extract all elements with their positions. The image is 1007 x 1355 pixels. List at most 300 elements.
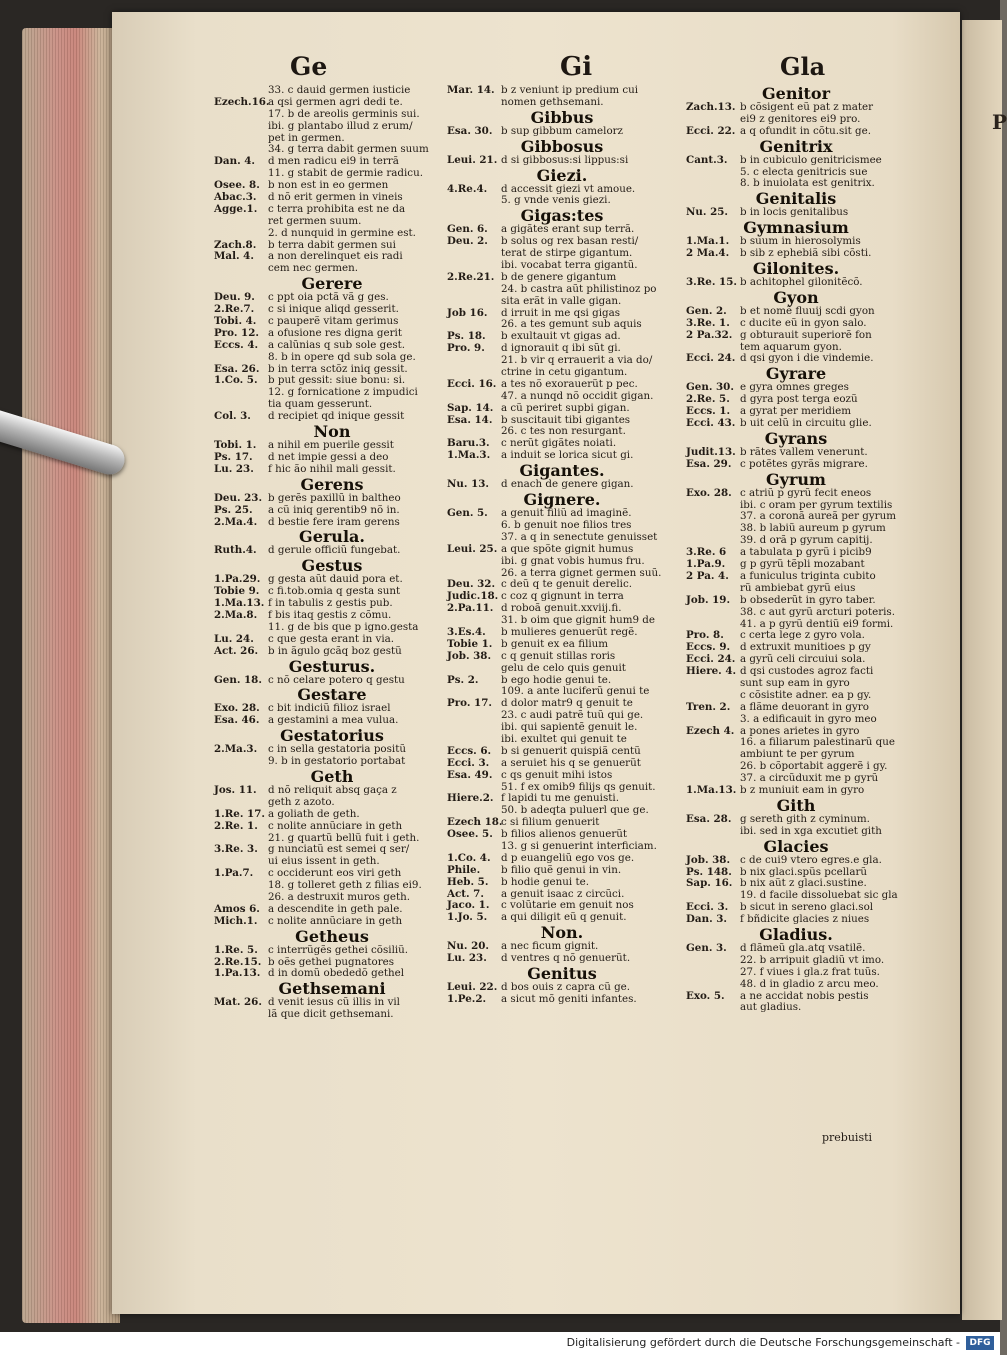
scripture-reference: Deu. 32. (447, 578, 496, 591)
entry-text: a gigãtes erant sup terrã. (501, 223, 635, 236)
scripture-reference: 2.Ma.3. (214, 743, 258, 756)
entry-text: 8. b inuiolata est genitrix. (740, 177, 875, 190)
entry-text: d roboã genuit.xxviij.fi. (501, 602, 622, 615)
headword: Gymnasium (743, 218, 849, 238)
entry-text: g nunciatũ est semei q ser/ (268, 843, 410, 856)
headword: Gestatorius (280, 726, 384, 746)
concordance-entry (686, 1002, 906, 1014)
entry-text: b hodie genui te. (501, 875, 589, 888)
scripture-reference: 2.Re. 5. (686, 393, 730, 406)
footer-bar (0, 1332, 1000, 1355)
entry-text: d flãmeũ gla.atq vsatilẽ. (740, 941, 866, 954)
headword: Non. (540, 923, 584, 943)
scripture-reference: Lu. 23. (214, 462, 254, 475)
entry-text: b sup gibbum camelorz (501, 124, 623, 137)
headword: Gestare (297, 685, 367, 705)
scripture-reference: Tobi. 1. (214, 439, 257, 452)
entry-text: terat de stirpe gigantum. (501, 247, 633, 260)
entry-text: b obsederũt in gyro taber. (740, 593, 876, 606)
entry-text: ibi. vocabat terra gigantũ. (501, 259, 638, 272)
scripture-reference: Lu. 23. (447, 952, 487, 965)
scripture-reference: Esa. 49. (447, 768, 493, 781)
entry-text: f bis itaq gestis z cõmu. (268, 608, 392, 621)
scripture-reference: Ezech.16. (214, 95, 270, 108)
entry-text: b uit celũ in circuitu glie. (740, 417, 872, 430)
entry-text: a goliath de geth. (268, 807, 360, 820)
entry-text: a descendite in geth pale. (268, 902, 403, 915)
entry-text: c in sella gestatoria positũ (268, 743, 406, 756)
entry-text: b put gessit: siue bonu: si. (268, 374, 406, 387)
entry-text: 26. a terra gignet germen suũ. (501, 566, 662, 579)
concordance-column-3 (686, 85, 906, 1014)
scripture-reference: Jos. 11. (214, 783, 257, 796)
scripture-reference: 1.Ma.3. (447, 449, 491, 462)
scripture-reference: Ecci. 43. (686, 417, 736, 430)
scripture-reference: Esa. 14. (447, 413, 493, 426)
scripture-reference: 2.Ma.4. (214, 515, 258, 528)
scripture-reference: 1.Jo. 5. (447, 911, 488, 924)
entry-text: a sicut mõ geniti infantes. (501, 992, 637, 1005)
headword: Gibbus (530, 107, 594, 127)
running-header-center: Gi (560, 52, 593, 82)
scripture-reference: Deu. 9. (214, 291, 255, 304)
entry-text: b exultauit vt gigas ad. (501, 330, 621, 343)
entry-text: b rãtes vallem venerunt. (740, 445, 868, 458)
entry-text: a nihil em puerile gessit (268, 439, 394, 452)
entry-text: 8. b in opere qd sub sola ge. (268, 350, 416, 363)
entry-text: d extruxit munitioes p gy (740, 641, 871, 654)
entry-text: f in tabulis z gestis pub. (268, 597, 393, 610)
entry-text: b in terra sctõz iniq gessit. (268, 362, 408, 375)
entry-text: d men radicu ei9 in terrã (268, 155, 399, 168)
entry-text: c ppt oia pctã vã g ges. (268, 291, 389, 304)
concordance-entry (214, 1009, 450, 1021)
entry-text: b de genere gigantum (501, 270, 617, 283)
scripture-reference: Phile. (447, 863, 481, 876)
entry-text: a q ofundit in cõtu.sit ge. (740, 124, 871, 137)
entry-text: 41. a p gyrũ dentiũ ei9 formi. (740, 617, 894, 630)
scripture-reference: Lu. 24. (214, 632, 254, 645)
headword: Geth (310, 766, 354, 786)
scripture-reference: 1.Pe.2. (447, 992, 487, 1005)
scripture-reference: Ps. 17. (214, 450, 253, 463)
scripture-reference: Leui. 22. (447, 981, 498, 993)
entry-text: 18. g tolleret geth z filias ei9. (268, 879, 422, 892)
scripture-reference: Esa. 29. (686, 457, 732, 470)
entry-text: 51. f ex omib9 filijs qs genuit. (501, 780, 656, 793)
entry-text: c volũtarie em genuit nos (501, 899, 634, 912)
facing-page-edge (962, 20, 1007, 1320)
scripture-reference: Mich.1. (214, 914, 258, 927)
scripture-reference: Ecci. 24. (686, 653, 736, 666)
entry-text: b nix aũt z glaci.sustine. (740, 877, 867, 890)
entry-text: c occiderunt eos viri geth (268, 867, 402, 880)
entry-text: nomen gethsemani. (501, 95, 604, 108)
entry-text: c si filium genuerit (501, 816, 600, 829)
entry-text: b cõsigent eũ pat z mater (740, 101, 874, 113)
entry-text: 11. g de bis que p igno.gesta (268, 620, 419, 633)
scripture-reference: 3.Re. 6 (686, 546, 727, 559)
entry-text: a non derelinquet eis radi (268, 250, 403, 263)
entry-text: d bos ouis z capra cũ ge. (501, 981, 631, 993)
entry-text: a ofusione res digna gerit (268, 326, 402, 339)
entry-text: 37. a q in senectute genuisset (501, 530, 658, 543)
entry-text: g obturauit superiorẽ fon (740, 328, 872, 341)
headword: Gyrum (766, 469, 826, 489)
scripture-reference: Ezech 18. (447, 816, 503, 829)
entry-text: b non est in eo germen (268, 179, 389, 192)
entry-text: 17. b de areolis germinis sui. (268, 107, 420, 120)
headword: Genitrix (759, 136, 833, 156)
entry-text: b in ãgulo gcãq boz gestũ (268, 644, 402, 657)
entry-text: 13. g si genuerint interficiam. (501, 839, 657, 852)
scripture-reference: 2.Re. 1. (214, 819, 258, 832)
scripture-reference: Mal. 4. (214, 250, 254, 263)
entry-text: rũ ambiebat gyrũ eius (740, 581, 856, 594)
entry-text: 12. g fornicatione z impudici (268, 386, 418, 399)
scripture-reference: Nu. 20. (447, 940, 489, 953)
entry-text: d gyra post terga eozũ (740, 393, 858, 406)
entry-text: 47. a nunqd nõ occidit gigan. (501, 389, 654, 402)
entry-text: 26. c tes non resurgant. (501, 425, 626, 438)
headword: Genitalis (755, 189, 837, 209)
entry-text: a gyrũ celi circuiui sola. (740, 653, 866, 666)
entry-text: c interrũgẽs gethei cõsiliũ. (268, 943, 409, 956)
scripture-reference: Eccs. 6. (447, 744, 492, 757)
headword: Gigantes. (519, 461, 605, 481)
entry-text: b z veniunt ip predium cui (501, 84, 639, 96)
entry-text: 5. g vnde venis giezi. (501, 194, 611, 207)
facing-page-letter: P (992, 110, 1007, 134)
entry-text: c q genuit stillas roris (501, 649, 616, 662)
concordance-entry (214, 916, 450, 928)
headword: Gestus (301, 556, 363, 576)
headword: Glacies (763, 836, 829, 856)
entry-text: 19. d facile dissoluebat sic gla (740, 889, 898, 902)
entry-text: 109. a ante luciferũ genui te (501, 685, 650, 698)
entry-text: d nõ reliquit absq gaça z (268, 783, 397, 796)
scripture-reference: Job. 38. (447, 649, 492, 662)
entry-text: c fi.tob.omia q gesta sunt (268, 585, 401, 598)
scripture-reference: Zach.13. (686, 101, 736, 113)
scripture-reference: Pro. 9. (447, 342, 485, 355)
entry-text: d bestie fere iram gerens (268, 515, 400, 528)
entry-text: sita erãt in valle gigan. (501, 294, 622, 307)
entry-text: b in locis genitalibus (740, 206, 849, 219)
entry-text: 2. d nunquid in germine est. (268, 226, 416, 239)
concordance-entry (214, 646, 450, 658)
entry-text: c nõ celare potero q gestu (268, 673, 405, 686)
scripture-reference: Ecci. 3. (686, 901, 729, 914)
running-header-right: Gla (780, 52, 826, 81)
entry-text: ctrine in cetu gigantum. (501, 366, 628, 379)
scripture-reference: Job. 19. (686, 593, 731, 606)
scripture-reference: 3.Re. 1. (686, 316, 730, 329)
entry-text: c atriũ p gyrũ fecit eneos (740, 486, 872, 499)
entry-text: c nolite annũciare in geth (268, 914, 403, 927)
entry-text: b sicut in sereno glaci.sol (740, 901, 874, 914)
scripture-reference: 2 Ma.4. (686, 247, 730, 260)
headword: Getheus (295, 926, 369, 946)
scripture-reference: Osee. 5. (447, 828, 493, 841)
headword: Gethsemani (278, 979, 386, 999)
scripture-reference: 2.Re.7. (214, 303, 255, 316)
entry-text: a cũ periret supbi gigan. (501, 401, 630, 414)
headword: Gladius. (759, 924, 833, 944)
entry-text: ambiunt te per gyrum (740, 748, 855, 761)
entry-text: d ventres q nõ genuerũt. (501, 952, 631, 965)
entry-text: g sereth gith z cyminum. (740, 812, 870, 825)
headword: Gith (776, 795, 816, 815)
entry-text: gelu de celo quis genuit (501, 661, 626, 674)
entry-text: f hic ão nihil mali gessit. (268, 462, 396, 475)
headword: Gerens (300, 474, 364, 494)
entry-text: ibi. g plantabo illud z erum/ (268, 119, 413, 132)
entry-text: a ne accidat nobis pestis (740, 989, 869, 1002)
headword: Genitor (761, 84, 831, 103)
entry-text: a nec ficum gignit. (501, 940, 599, 953)
entry-text: pet in germen. (268, 131, 345, 144)
entry-text: b in cubiculo genitricismee (740, 153, 882, 166)
entry-text: 21. b vir q errauerit a via do/ (501, 354, 653, 367)
entry-text: a gestamini a mea vulua. (268, 714, 399, 727)
entry-text: d p euangeliũ ego vos ge. (501, 851, 635, 864)
scripture-reference: Nu. 25. (686, 206, 728, 219)
scripture-reference: Ps. 18. (447, 330, 486, 343)
concordance-entry (686, 459, 906, 471)
entry-text: c ducite eũ in gyon salo. (740, 316, 867, 329)
entry-text: a seruiet his q se genuerũt (501, 756, 641, 769)
scripture-reference: 3.Re. 15. (686, 276, 737, 289)
scripture-reference: 1.Ma.13. (214, 597, 265, 610)
entry-text: c que gesta erant in via. (268, 632, 395, 645)
catchword: prebuisti (822, 1131, 873, 1144)
entry-text: c nolite annũciare in geth (268, 819, 403, 832)
scripture-reference: Ps. 2. (447, 673, 479, 686)
scripture-reference: Ecci. 22. (686, 124, 736, 137)
scripture-reference: Zach.8. (214, 238, 257, 251)
entry-text: 31. b oim que gignit hum9 de (501, 614, 655, 627)
entry-text: 22. b arripuit gladiũ vt imo. (740, 953, 885, 966)
scripture-reference: Pro. 17. (447, 697, 492, 710)
scripture-reference: Dan. 3. (686, 913, 728, 926)
entry-text: b achitophel gilonitẽcõ. (740, 276, 863, 289)
entry-text: a gyrat per meridiem (740, 405, 851, 418)
concordance-entry (447, 155, 677, 167)
concordance-entry (447, 994, 677, 1006)
entry-text: a cũ iniq gerentib9 nõ in. (268, 503, 400, 516)
headword: Gigas:tes (520, 206, 604, 226)
entry-text: a flãme deuorant in gyro (740, 700, 869, 713)
scripture-reference: 1.Re. 5. (214, 943, 258, 956)
scripture-reference: 1.Re. 17. (214, 807, 265, 820)
entry-text: c pauperẽ vitam gerimus (268, 315, 399, 328)
entry-text: 26. a tes gemunt sub aquis (501, 318, 642, 331)
scripture-reference: Nu. 13. (447, 478, 489, 491)
entry-text: c nerũt gigãtes noiati. (501, 437, 617, 450)
scripture-reference: 1.Pa.7. (214, 867, 254, 880)
entry-text: 11. g stabit de germie radicu. (268, 167, 423, 180)
entry-text: lã que dicit gethsemani. (268, 1008, 394, 1021)
entry-text: ei9 z genitores ei9 pro. (740, 112, 861, 125)
entry-text: d qsi custodes agroz facti (740, 665, 874, 678)
entry-text: a tabulata p gyrũ i picib9 (740, 546, 872, 559)
entry-text: c deũ q te genuit derelic. (501, 578, 632, 591)
entry-text: b filio quẽ genui in vin. (501, 863, 622, 876)
entry-text: b filios alienos genuerũt (501, 828, 628, 841)
entry-text: 21. g quartũ bellũ fuit i geth. (268, 831, 420, 844)
concordance-column-2 (447, 85, 677, 1006)
entry-text: 37. a circũduxit me p gyrũ (740, 772, 879, 785)
scripture-reference: Gen. 2. (686, 304, 727, 317)
entry-text: a genuit isaac z circũci. (501, 887, 625, 900)
scripture-reference: Abac.3. (214, 191, 257, 204)
scripture-reference: Ezech 4. (686, 724, 735, 737)
scripture-reference: 2 Pa.32. (686, 328, 733, 341)
scripture-reference: Tobie 9. (214, 585, 260, 598)
running-header-left: Ge (290, 52, 328, 81)
concordance-entry (686, 126, 906, 138)
entry-text: d si gibbosus:si lippus:si (501, 153, 629, 166)
headword: Gerere (301, 274, 363, 294)
concordance-entry (686, 826, 906, 838)
entry-text: cem nec germen. (268, 262, 359, 275)
entry-text: d venit iesus cũ illis in vil (268, 996, 400, 1009)
entry-text: b gerẽs paxillũ in baltheo (268, 491, 401, 504)
scripture-reference: Leui. 21. (447, 153, 498, 166)
entry-text: c de cui9 vtero egres.e gla. (740, 853, 882, 866)
entry-text: 24. b castra aũt philistinoz po (501, 282, 657, 295)
scripture-reference: 3.Es.4. (447, 625, 486, 638)
dfg-logo: DFG (966, 1336, 994, 1350)
scripture-reference: Judic.18. (447, 590, 499, 603)
entry-text: 27. f viues i gla.z frat tuũs. (740, 965, 880, 978)
scripture-reference: Leui. 25. (447, 542, 498, 555)
scripture-reference: Tobie 1. (447, 637, 493, 650)
entry-text: f bñdicite glacies z niues (740, 913, 870, 926)
scripture-reference: Judit.13. (686, 445, 736, 458)
book-fore-edge (22, 28, 120, 1323)
scripture-reference: Gen. 30. (686, 381, 734, 394)
scripture-reference: Mar. 14. (447, 84, 495, 96)
entry-text: a qsi germen agri dedi te. (268, 95, 403, 108)
scripture-reference: Ecci. 3. (447, 756, 490, 769)
entry-text: 33. c dauid germen iusticie (268, 84, 411, 96)
scripture-reference: Dan. 4. (214, 155, 256, 168)
headword: Gyrans (764, 428, 828, 448)
entry-text: g gesta aũt dauid pora et. (268, 573, 403, 586)
scripture-reference: Osee. 8. (214, 179, 260, 192)
entry-text: 34. g terra dabit germen suum (268, 143, 429, 156)
scripture-reference: Esa. 28. (686, 812, 732, 825)
scripture-reference: 1.Co. 4. (447, 851, 491, 864)
entry-text: 6. b genuit noe filios tres (501, 518, 632, 531)
entry-text: a que spõte gignit humus (501, 542, 634, 555)
scripture-reference: Tren. 2. (686, 700, 731, 713)
scripture-reference: Gen. 5. (447, 507, 488, 520)
entry-text: b terra dabit germen sui (268, 238, 396, 251)
scripture-reference: 2 Pa. 4. (686, 569, 729, 582)
entry-text: b genuit ex ea filium (501, 637, 609, 650)
entry-text: e gyra omnes greges (740, 381, 849, 394)
entry-text: d gerule officiũ fungebat. (268, 544, 401, 557)
entry-text: 26. b cõportabit aggerẽ i gy. (740, 760, 888, 773)
scripture-reference: Ps. 148. (686, 865, 732, 878)
entry-text: c coz q gignunt in terra (501, 590, 624, 603)
scripture-reference: Deu. 2. (447, 235, 488, 248)
entry-text: b ego hodie genui te. (501, 673, 612, 686)
scripture-reference: 3.Re. 3. (214, 843, 258, 856)
scripture-reference: Ruth.4. (214, 544, 257, 557)
entry-text: 38. c aut gyrũ arcturi poteris. (740, 605, 895, 618)
entry-text: a calũnias q sub sole gest. (268, 338, 406, 351)
entry-text: f lapidi tu me genuisti. (501, 792, 619, 805)
entry-text: ibi. sed in xga excutiet gith (740, 824, 882, 837)
entry-text: a qui diligit eũ q genuit. (501, 911, 627, 924)
entry-text: c si inique aliqd gesserit. (268, 303, 399, 316)
entry-text: d in domũ obededõ gethel (268, 967, 404, 980)
headword: Gignere. (523, 490, 601, 510)
headword: Non (313, 422, 351, 442)
entry-text: ret germen suum. (268, 214, 362, 227)
entry-text: 37. a coronã aureã per gyrum (740, 510, 896, 523)
entry-text: ibi. qui sapientẽ genuit le. (501, 721, 638, 734)
scripture-reference: Esa. 26. (214, 362, 260, 375)
scripture-reference: Col. 3. (214, 410, 251, 423)
entry-text: 3. a edificauit in gyro meo (740, 712, 877, 725)
entry-text: 9. b in gestatorio portabat (268, 755, 406, 768)
headword: Gilonites. (752, 259, 840, 279)
entry-text: b suscitauit tibi gigantes (501, 413, 631, 426)
entry-text: d enach de genere gigan. (501, 478, 634, 491)
entry-text: d recipiet qd inique gessit (268, 410, 405, 423)
entry-text: a pones arietes in gyro (740, 724, 860, 737)
scripture-reference: Exo. 5. (686, 989, 725, 1002)
entry-text: 39. d orã p gyrum capitij. (740, 534, 873, 547)
headword: Genitus (527, 964, 597, 983)
entry-text: b solus og rex basan resti/ (501, 235, 639, 248)
scripture-reference: 2.Ma.8. (214, 608, 258, 621)
entry-text: ui eius issent in geth. (268, 855, 380, 868)
scripture-reference: Act. 7. (447, 887, 484, 900)
entry-text: c certa lege z gyro vola. (740, 629, 865, 642)
scripture-reference: Deu. 23. (214, 491, 263, 504)
scripture-reference: 1.Pa.9. (686, 558, 726, 571)
entry-text: a genuit filiũ ad imaginẽ. (501, 507, 632, 520)
concordance-column-1 (214, 85, 450, 1021)
scripture-reference: Eccs. 1. (686, 405, 731, 418)
scripture-reference: Exo. 28. (214, 702, 260, 715)
entry-text: b suum in hierosolymis (740, 235, 861, 248)
scripture-reference: Cant.3. (686, 153, 728, 166)
headword: Giezi. (536, 165, 588, 185)
scripture-reference: 1.Ma.1. (686, 235, 730, 248)
entry-text: tem aquarum gyon. (740, 340, 842, 353)
scripture-reference: 2.Re.15. (214, 955, 262, 968)
concordance-entry (214, 464, 450, 476)
entry-text: c cõsistite adner. ea p gy. (740, 688, 872, 701)
entry-text: geth z azoto. (268, 795, 335, 808)
entry-text: d qsi gyon i die vindemie. (740, 352, 874, 365)
entry-text: g p gyrũ tẽpli mozabant (740, 558, 865, 571)
scripture-reference: 4.Re.4. (447, 182, 488, 195)
scripture-reference: Mat. 26. (214, 996, 262, 1009)
entry-text: c potẽtes gyrãs migrare. (740, 457, 868, 470)
scripture-reference: 2.Pa.11. (447, 602, 494, 615)
scripture-reference: 1.Pa.13. (214, 967, 261, 980)
entry-text: b et nomẽ fluuij scdi gyon (740, 304, 875, 317)
headword: Gyon (773, 287, 819, 307)
